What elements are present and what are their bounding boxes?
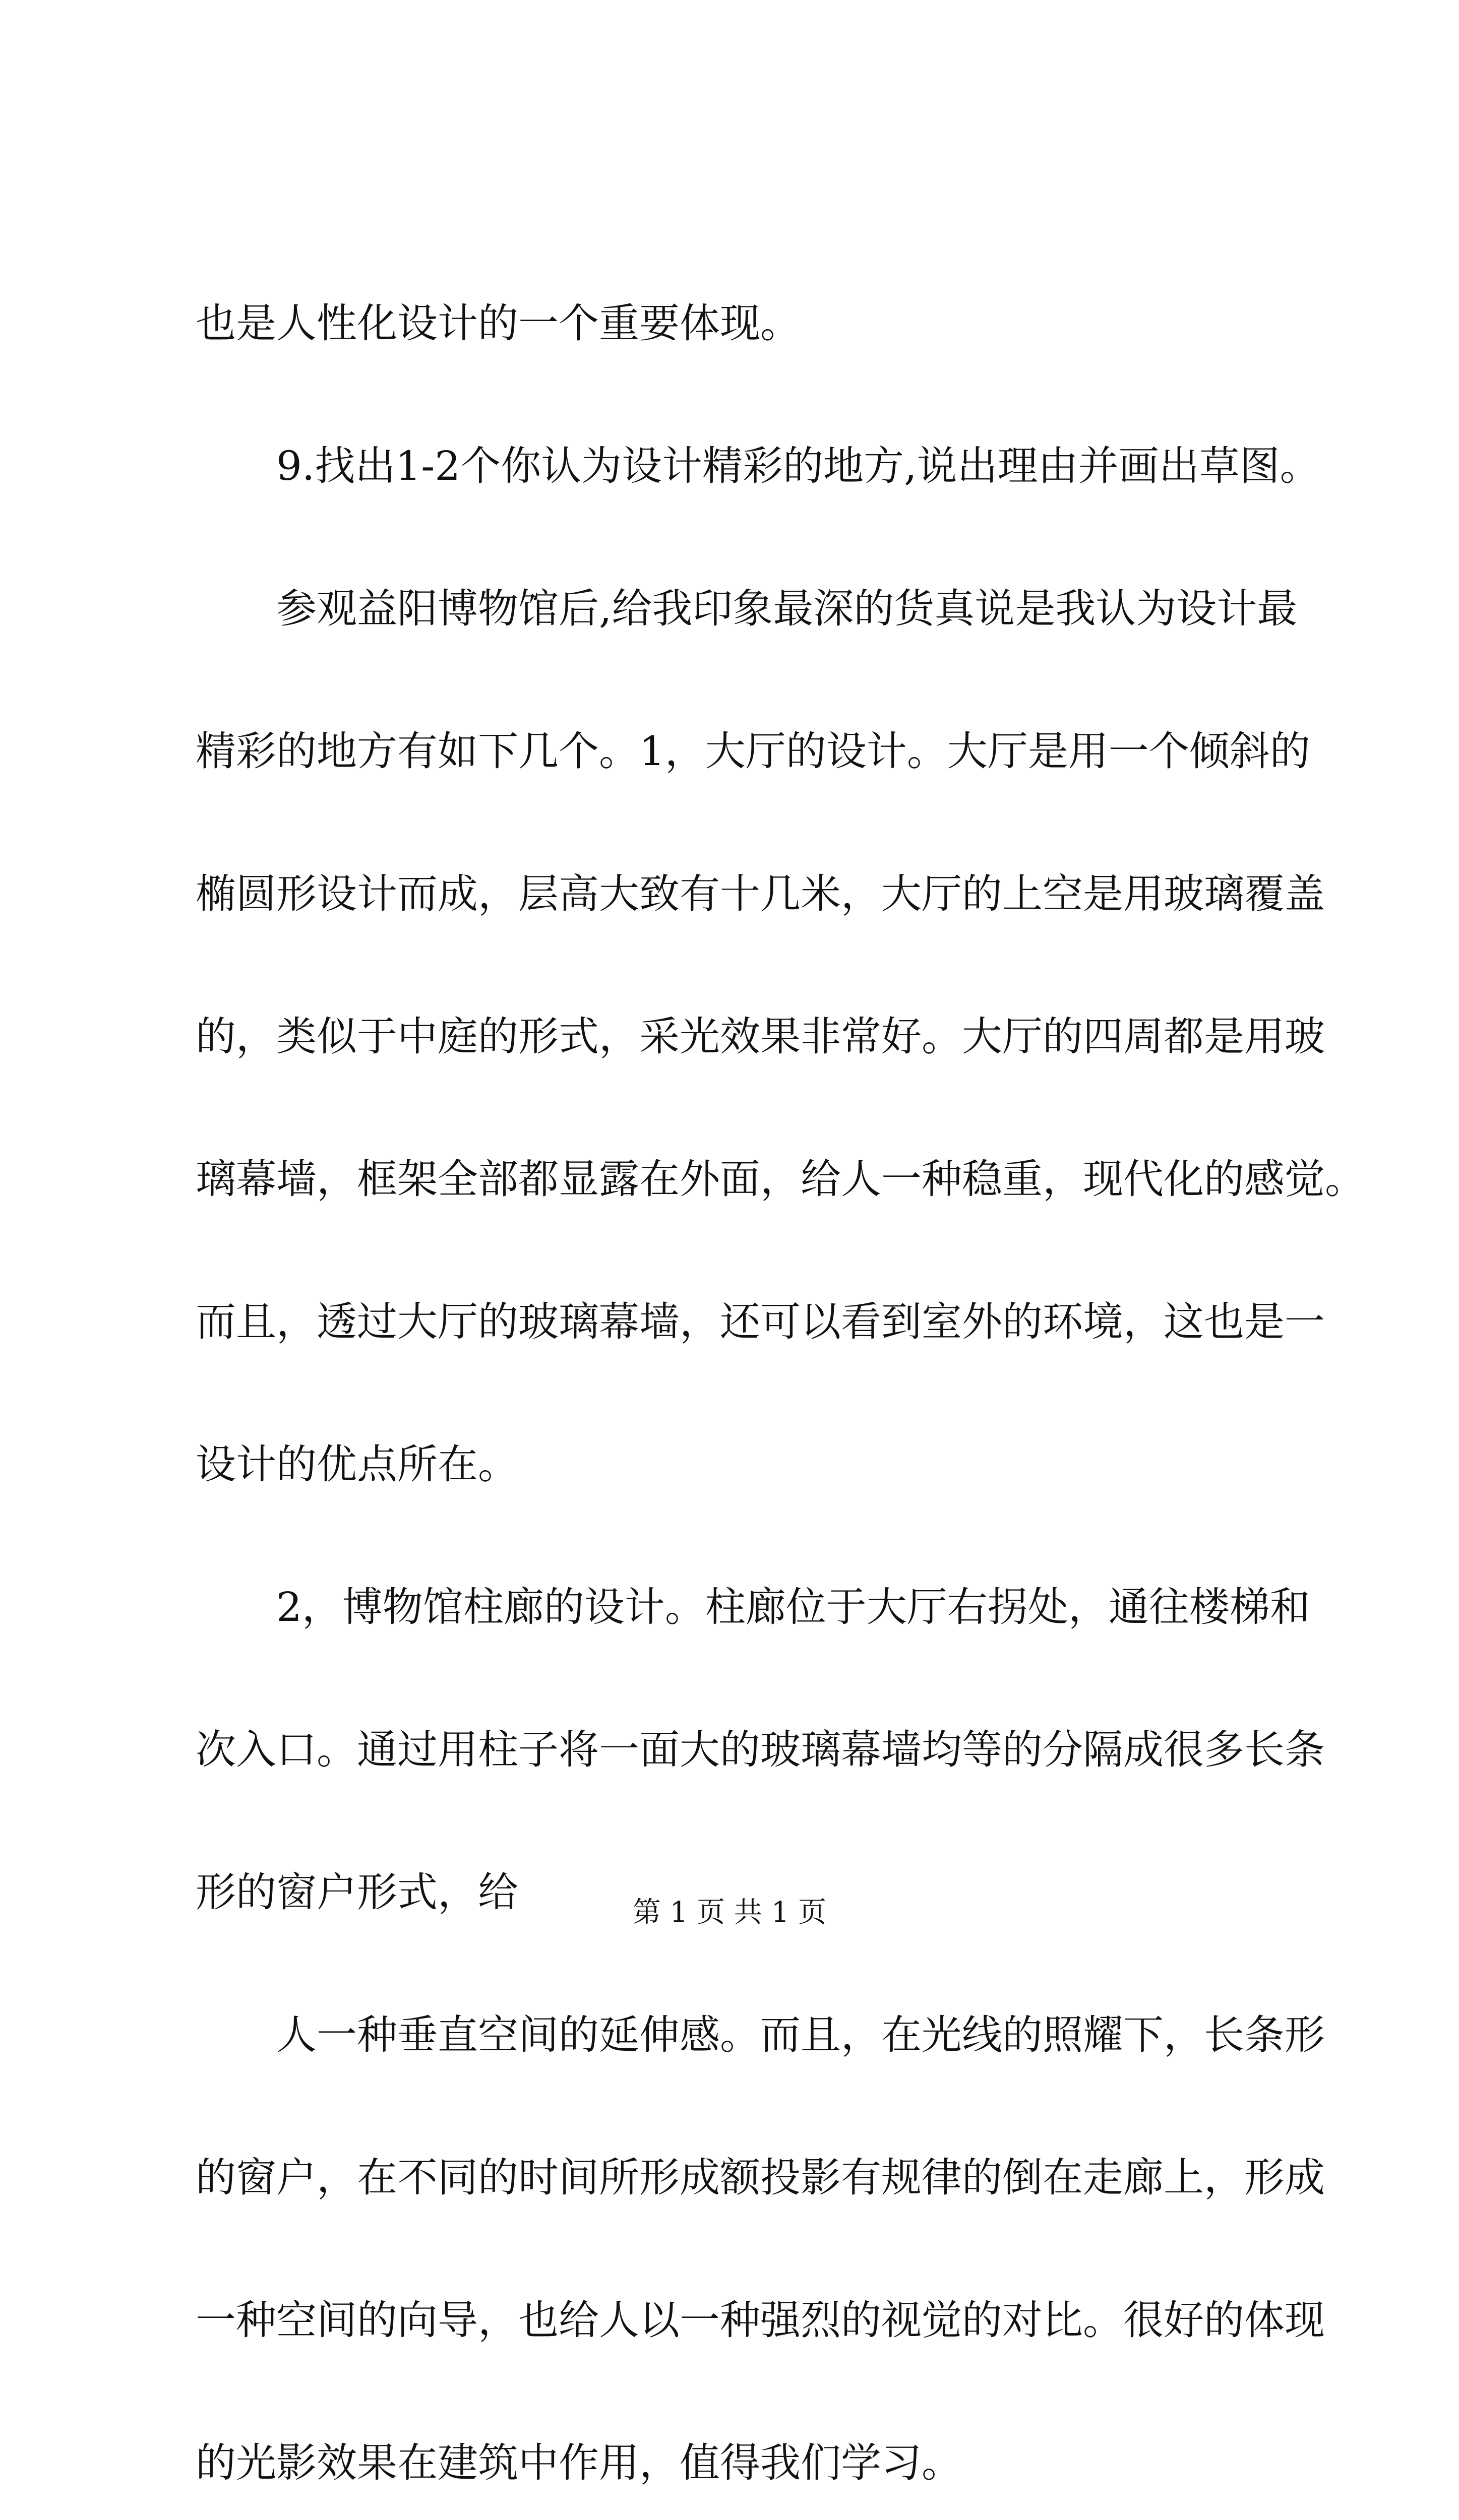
- text-line: 形的窗户形式，给: [196, 1869, 518, 1916]
- text-line: 的，类似于中庭的形式，采光效果非常好。大厅的四周都是用玻: [196, 1013, 1325, 1060]
- text-line: 的窗户，在不同的时间所形成额投影有规律的倒在走廊上，形成: [196, 2154, 1325, 2201]
- text-line: 一种空间的向导，也给人以一种强烈的视觉的对比。很好的体现: [196, 2297, 1325, 2344]
- text-line: 2，博物馆柱廊的设计。柱廊位于大厅右拐处，通往楼梯和: [276, 1584, 1310, 1630]
- text-line: 椭圆形设计而成，层高大致有十几米，大厅的上空是用玻璃覆盖: [196, 870, 1325, 917]
- text-line: 次入口。通过用柱子将一面大的玻璃幕墙均等的分隔成很多长条: [196, 1726, 1325, 1773]
- text-line: 精彩的地方有如下几个。1，大厅的设计。大厅是用一个倾斜的: [196, 728, 1310, 775]
- page-footer: 第 1 页 共 1 页: [632, 1896, 827, 1929]
- text-line: 参观益阳博物馆后,给我印象最深的货真说是我认为设计最: [276, 585, 1298, 632]
- document-body: [196, 252, 1365, 2520]
- text-line: 的光影效果在建筑中作用，值得我们学习。: [196, 2439, 962, 2486]
- text-line: 璃幕墙，框架全部都显露在外面，给人一种稳重，现代化的感觉。: [196, 1156, 1365, 1203]
- text-line: 人一种垂直空间的延伸感。而且，在光线的照耀下，长条形: [276, 2011, 1325, 2058]
- text-line: 而且，透过大厅的玻璃幕墙，还可以看到室外的环境，这也是一: [196, 1298, 1325, 1345]
- text-line: 9.找出1-2个你认为设计精彩的地方,说出理由并画出草图。: [276, 443, 1320, 489]
- text-line: 也是人性化设计的一个重要体现。: [196, 300, 801, 347]
- text-line: 设计的优点所在。: [196, 1441, 518, 1488]
